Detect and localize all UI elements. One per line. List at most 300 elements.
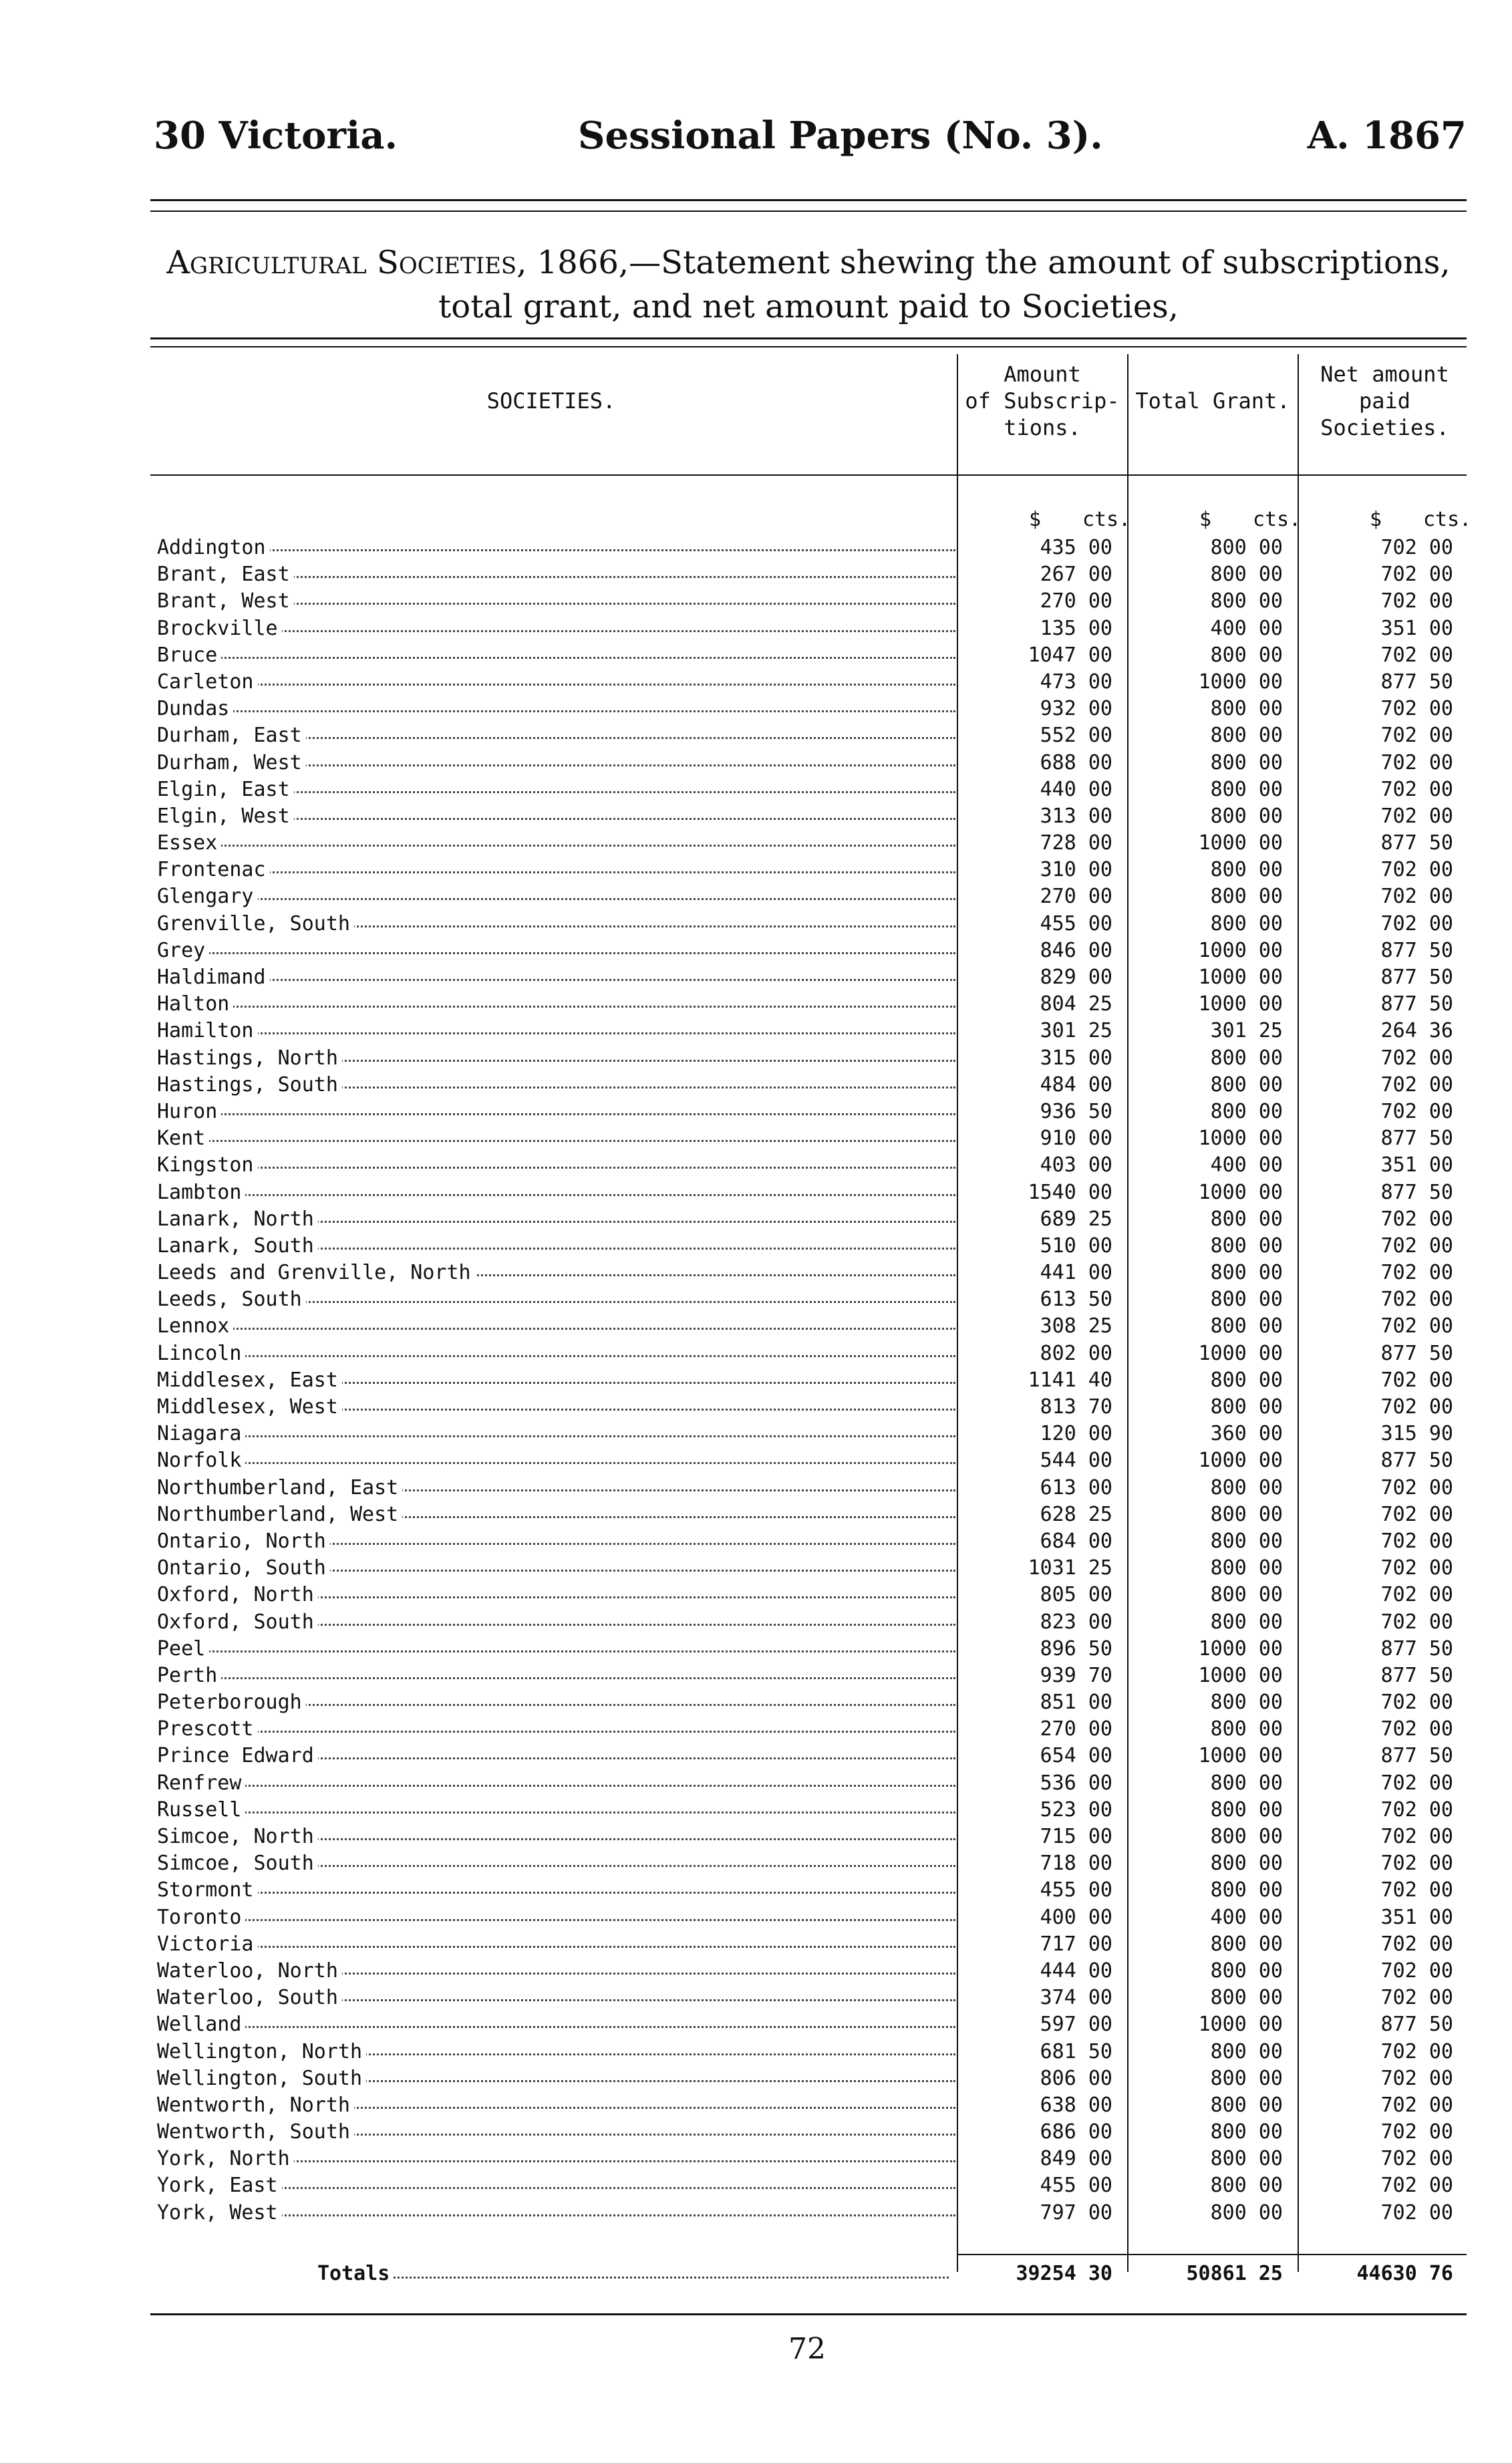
leader-dots [157, 1140, 955, 1142]
society-cell [157, 830, 955, 857]
table-row [150, 1501, 1467, 1528]
column-headers [150, 347, 1467, 476]
table-row [150, 1555, 1467, 1582]
totals-total: 50861 25 [1186, 2262, 1283, 2285]
society-name: Elgin, East [157, 778, 294, 801]
table-row [150, 1367, 1467, 1394]
leader-dots [157, 1677, 955, 1679]
total-grant: 800 00 [1210, 1314, 1283, 1338]
society-name: Wellington, North [157, 2040, 366, 2063]
page-number: 72 [788, 2332, 826, 2366]
leader-dots [157, 1328, 955, 1330]
society-cell [157, 1877, 955, 1904]
society-cell [157, 1447, 955, 1474]
net-amount: 351 00 [1380, 616, 1453, 640]
society-name: Peterborough [157, 1691, 306, 1714]
total-grant: 800 00 [1210, 1610, 1283, 1634]
society-name: Northumberland, East [157, 1476, 402, 1499]
net-amount: 877 50 [1380, 1449, 1453, 1473]
subscription-amount: 806 00 [1040, 2066, 1112, 2090]
society-name: Lincoln [157, 1342, 245, 1365]
table-row [150, 1152, 1467, 1179]
society-name: Stormont [157, 1878, 258, 1902]
col-amount-line1: Amount [1004, 361, 1081, 387]
subscription-amount: 813 70 [1040, 1395, 1112, 1419]
unit-cts: cts. [1423, 508, 1472, 531]
subscription-amount: 846 00 [1040, 938, 1112, 962]
table-row [150, 1528, 1467, 1555]
leader-dots [157, 1462, 955, 1464]
society-name: Middlesex, West [157, 1395, 342, 1419]
net-amount: 702 00 [1380, 1072, 1453, 1097]
subscription-amount: 654 00 [1040, 1744, 1112, 1768]
table-row [150, 1072, 1467, 1099]
table-row [150, 1636, 1467, 1662]
unit-cts: cts. [1082, 508, 1131, 531]
total-grant: 800 00 [1210, 885, 1283, 909]
society-name: York, East [157, 2174, 282, 2197]
total-grant: 800 00 [1210, 1046, 1283, 1070]
total-grant: 800 00 [1210, 1502, 1283, 1526]
subscription-amount: 523 00 [1040, 1797, 1112, 1822]
total-grant: 800 00 [1210, 1288, 1283, 1312]
society-cell [157, 1313, 955, 1340]
table-row [150, 1286, 1467, 1313]
total-grant: 800 00 [1210, 804, 1283, 828]
subscription-amount: 684 00 [1040, 1529, 1112, 1553]
total-grant: 800 00 [1210, 1207, 1283, 1231]
table-row [150, 937, 1467, 964]
subscription-amount: 910 00 [1040, 1127, 1112, 1151]
subscription-amount: 1031 25 [1028, 1556, 1112, 1580]
net-amount: 702 00 [1380, 1878, 1453, 1902]
total-grant: 800 00 [1210, 697, 1283, 721]
society-cell [157, 615, 955, 642]
net-amount: 264 36 [1380, 1019, 1453, 1043]
table-row [150, 830, 1467, 857]
leader-dots [157, 1892, 955, 1894]
subscription-amount: 686 00 [1040, 2120, 1112, 2144]
total-grant: 301 25 [1210, 1019, 1283, 1043]
leader-dots [157, 845, 955, 847]
net-amount: 702 00 [1380, 804, 1453, 828]
table-row [150, 964, 1467, 991]
subscription-amount: 896 50 [1040, 1636, 1112, 1660]
society-name: York, West [157, 2201, 282, 2224]
net-amount: 702 00 [1380, 536, 1453, 559]
subscription-amount: 270 00 [1040, 885, 1112, 909]
society-cell [157, 1958, 955, 1985]
col-total: Total Grant. [1135, 388, 1290, 414]
society-cell [157, 561, 955, 588]
society-cell [157, 1662, 955, 1689]
table-row [150, 1421, 1467, 1447]
net-amount: 702 00 [1380, 1368, 1453, 1392]
table-row [150, 750, 1467, 776]
table-row [150, 1877, 1467, 1904]
society-cell [157, 1904, 955, 1931]
table-row [150, 1018, 1467, 1044]
society-name: Lanark, North [157, 1207, 318, 1231]
society-name: Brant, East [157, 563, 294, 586]
total-grant: 400 00 [1210, 1153, 1283, 1177]
header-right: A. 1867 [1307, 114, 1467, 158]
table-row [150, 883, 1467, 910]
subscription-amount: 455 00 [1040, 1878, 1112, 1902]
leader-dots [317, 2277, 949, 2279]
totals-amount: 39254 30 [1016, 2262, 1112, 2285]
subscription-amount: 715 00 [1040, 1825, 1112, 1848]
total-grant: 1000 00 [1198, 992, 1283, 1016]
net-amount: 702 00 [1380, 1046, 1453, 1070]
subscription-amount: 444 00 [1040, 1959, 1112, 1983]
total-grant: 360 00 [1210, 1422, 1283, 1446]
totals-net: 44630 76 [1356, 2262, 1453, 2285]
table-row [150, 911, 1467, 937]
table-row [150, 1260, 1467, 1286]
society-name: York, North [157, 2147, 294, 2170]
society-name: Niagara [157, 1422, 245, 1445]
net-amount: 702 00 [1380, 1797, 1453, 1822]
subscription-amount: 728 00 [1040, 831, 1112, 855]
table-row [150, 1394, 1467, 1421]
leader-dots [157, 1167, 955, 1169]
leader-dots [157, 684, 955, 686]
total-grant: 800 00 [1210, 1099, 1283, 1123]
table-row [150, 1931, 1467, 1958]
total-grant: 800 00 [1210, 563, 1283, 587]
society-cell [157, 1501, 955, 1528]
total-grant: 800 00 [1210, 1072, 1283, 1097]
net-amount: 702 00 [1380, 1771, 1453, 1795]
table-row [150, 1985, 1467, 2011]
leader-dots [157, 952, 955, 954]
net-amount: 702 00 [1380, 1234, 1453, 1258]
net-amount: 702 00 [1380, 2120, 1453, 2144]
leader-dots [157, 1919, 955, 1921]
subscription-amount: 688 00 [1040, 750, 1112, 774]
society-cell [157, 1931, 955, 1958]
society-cell [157, 2146, 955, 2172]
society-name: Durham, East [157, 724, 306, 747]
net-amount: 702 00 [1380, 1583, 1453, 1607]
society-cell [157, 991, 955, 1018]
society-name: Oxford, North [157, 1583, 318, 1606]
society-cell [157, 535, 955, 561]
society-cell [157, 1179, 955, 1206]
total-grant: 800 00 [1210, 1797, 1283, 1822]
net-amount: 702 00 [1380, 563, 1453, 587]
society-cell [157, 2011, 955, 2038]
leader-dots [157, 1650, 955, 1652]
society-cell [157, 937, 955, 964]
total-grant: 800 00 [1210, 724, 1283, 748]
society-name: Kingston [157, 1153, 258, 1177]
title-line2: total grant, and net amount paid to Societies, [438, 288, 1179, 325]
society-cell [157, 1045, 955, 1072]
leader-dots [157, 898, 955, 900]
total-grant: 800 00 [1210, 1717, 1283, 1741]
net-amount: 702 00 [1380, 1717, 1453, 1741]
page-header [150, 114, 1467, 174]
society-cell [157, 776, 955, 803]
total-grant: 800 00 [1210, 2039, 1283, 2063]
society-name: Addington [157, 536, 270, 559]
table-row [150, 803, 1467, 830]
total-grant: 1000 00 [1198, 831, 1283, 855]
title-part2: , 1866,—Statement shewing the amount of subscriptions, [516, 244, 1451, 281]
subscription-amount: 849 00 [1040, 2147, 1112, 2171]
net-amount: 702 00 [1380, 2147, 1453, 2171]
subscription-amount: 315 00 [1040, 1046, 1112, 1070]
society-name: Dundas [157, 697, 233, 720]
net-amount: 702 00 [1380, 1288, 1453, 1312]
net-amount: 702 00 [1380, 1502, 1453, 1526]
society-name: Wentworth, South [157, 2120, 354, 2144]
total-grant: 800 00 [1210, 1852, 1283, 1876]
subscription-amount: 310 00 [1040, 858, 1112, 882]
col-net-line3: Societies. [1320, 415, 1449, 440]
society-name: Middlesex, East [157, 1368, 342, 1392]
table-row [150, 2011, 1467, 2038]
subscription-amount: 823 00 [1040, 1610, 1112, 1634]
subscription-amount: 829 00 [1040, 966, 1112, 989]
subscription-amount: 1141 40 [1028, 1368, 1112, 1392]
total-grant: 800 00 [1210, 1261, 1283, 1285]
subscription-amount: 932 00 [1040, 697, 1112, 721]
total-grant: 800 00 [1210, 2066, 1283, 2090]
society-cell [157, 1072, 955, 1099]
subscription-amount: 484 00 [1040, 1072, 1112, 1097]
net-amount: 877 50 [1380, 831, 1453, 855]
total-grant: 1000 00 [1198, 1663, 1283, 1687]
society-cell [157, 911, 955, 937]
table-row [150, 615, 1467, 642]
leader-dots [157, 979, 955, 981]
society-name: Prescott [157, 1717, 258, 1741]
total-grant: 800 00 [1210, 1234, 1283, 1258]
net-amount: 702 00 [1380, 1099, 1453, 1123]
society-name: Russell [157, 1798, 245, 1822]
society-cell [157, 2092, 955, 2119]
net-amount: 702 00 [1380, 1986, 1453, 2010]
subscription-amount: 455 00 [1040, 911, 1112, 935]
society-name: Wellington, South [157, 2067, 366, 2090]
subscription-amount: 628 25 [1040, 1502, 1112, 1526]
society-name: Leeds and Grenville, North [157, 1261, 475, 1284]
table-row [150, 1125, 1467, 1152]
table-row [150, 561, 1467, 588]
leader-dots [157, 1435, 955, 1437]
society-name: Lennox [157, 1314, 233, 1338]
society-cell [157, 2065, 955, 2092]
leader-dots [157, 1113, 955, 1115]
society-name: Simcoe, North [157, 1825, 318, 1848]
society-name: Welland [157, 2013, 245, 2036]
society-cell [157, 1125, 955, 1152]
society-cell [157, 1770, 955, 1797]
society-name: Prince Edward [157, 1744, 318, 1767]
society-name: Lambton [157, 1181, 245, 1204]
table-row [150, 1340, 1467, 1367]
total-grant: 800 00 [1210, 1878, 1283, 1902]
net-amount: 877 50 [1380, 1127, 1453, 1151]
total-grant: 800 00 [1210, 1529, 1283, 1553]
subscription-amount: 851 00 [1040, 1691, 1112, 1715]
table-row [150, 2200, 1467, 2226]
net-amount: 702 00 [1380, 1475, 1453, 1499]
society-cell [157, 1743, 955, 1769]
subscription-amount: 1540 00 [1028, 1180, 1112, 1204]
col-net-line2: paid [1358, 388, 1411, 414]
table-row [150, 776, 1467, 803]
table-row [150, 1797, 1467, 1824]
table-row [150, 1958, 1467, 1985]
subscription-amount: 638 00 [1040, 2093, 1112, 2117]
society-name: Victoria [157, 1932, 258, 1956]
net-amount: 877 50 [1380, 1663, 1453, 1687]
net-amount: 877 50 [1380, 992, 1453, 1016]
society-cell [157, 1340, 955, 1367]
net-amount: 702 00 [1380, 1691, 1453, 1715]
subscription-amount: 374 00 [1040, 1986, 1112, 2010]
net-amount: 877 50 [1380, 1341, 1453, 1365]
table-row [150, 1206, 1467, 1233]
society-cell [157, 669, 955, 696]
society-cell [157, 750, 955, 776]
table-body [150, 535, 1467, 2226]
net-amount: 877 50 [1380, 1180, 1453, 1204]
society-cell [157, 1689, 955, 1716]
table-row [150, 1045, 1467, 1072]
society-cell [157, 857, 955, 883]
leader-dots [157, 1812, 955, 1814]
society-name: Northumberland, West [157, 1503, 402, 1526]
total-grant: 800 00 [1210, 2093, 1283, 2117]
society-name: Frontenac [157, 858, 270, 881]
society-cell [157, 1367, 955, 1394]
net-amount: 702 00 [1380, 2174, 1453, 2198]
society-name: Durham, West [157, 751, 306, 774]
society-cell [157, 1797, 955, 1824]
subscription-amount: 435 00 [1040, 536, 1112, 559]
society-cell [157, 1475, 955, 1501]
table-row [150, 1313, 1467, 1340]
society-cell [157, 803, 955, 830]
society-cell [157, 1528, 955, 1555]
totals-rule [957, 2254, 1467, 2255]
table-row [150, 669, 1467, 696]
society-name: Carleton [157, 670, 258, 694]
net-amount: 702 00 [1380, 777, 1453, 801]
society-name: Glengary [157, 885, 258, 908]
society-cell [157, 1609, 955, 1636]
table-row [150, 2039, 1467, 2065]
table-row [150, 1689, 1467, 1716]
society-name: Huron [157, 1100, 221, 1123]
unit-dollar: $ [1199, 508, 1212, 531]
title-smallcaps: Agricultural Societies [166, 244, 517, 281]
subscription-amount: 613 00 [1040, 1475, 1112, 1499]
society-cell [157, 1206, 955, 1233]
subscription-amount: 689 25 [1040, 1207, 1112, 1231]
net-amount: 702 00 [1380, 858, 1453, 882]
society-name: Brockville [157, 617, 282, 640]
society-cell [157, 1716, 955, 1743]
total-grant: 1000 00 [1198, 1449, 1283, 1473]
society-cell [157, 1018, 955, 1044]
table-row [150, 1770, 1467, 1797]
table-row [150, 642, 1467, 669]
subscription-amount: 473 00 [1040, 670, 1112, 694]
table-row [150, 2065, 1467, 2092]
table-row [150, 991, 1467, 1018]
society-name: Grenville, South [157, 912, 354, 935]
leader-dots [157, 657, 955, 659]
society-cell [157, 1985, 955, 2011]
col-societies: SOCIETIES. [486, 388, 616, 414]
col-net-line1: Net amount [1320, 361, 1449, 387]
header-center: Sessional Papers (No. 3). [578, 114, 1103, 158]
society-name: Hastings, North [157, 1046, 342, 1070]
society-name: Waterloo, South [157, 1986, 342, 2009]
bottom-rule [150, 2313, 1467, 2315]
unit-cts: cts. [1253, 508, 1302, 531]
subscription-amount: 308 25 [1040, 1314, 1112, 1338]
net-amount: 877 50 [1380, 1636, 1453, 1660]
subscription-amount: 403 00 [1040, 1153, 1112, 1177]
table-row [150, 857, 1467, 883]
total-grant: 1000 00 [1198, 938, 1283, 962]
subscription-amount: 440 00 [1040, 777, 1112, 801]
net-amount: 702 00 [1380, 1207, 1453, 1231]
units-row [150, 508, 1472, 535]
total-grant: 800 00 [1210, 1771, 1283, 1795]
table-row [150, 2172, 1467, 2199]
net-amount: 702 00 [1380, 750, 1453, 774]
net-amount: 702 00 [1380, 1529, 1453, 1553]
total-grant: 800 00 [1210, 1583, 1283, 1607]
subscription-amount: 1047 00 [1028, 643, 1112, 667]
subscription-amount: 270 00 [1040, 589, 1112, 613]
subscription-amount: 613 50 [1040, 1288, 1112, 1312]
net-amount: 702 00 [1380, 885, 1453, 909]
subscription-amount: 301 25 [1040, 1019, 1112, 1043]
net-amount: 702 00 [1380, 1261, 1453, 1285]
total-grant: 1000 00 [1198, 1180, 1283, 1204]
subscription-amount: 552 00 [1040, 724, 1112, 748]
society-name: Grey [157, 939, 209, 962]
society-name: Halton [157, 992, 233, 1016]
society-name: Essex [157, 831, 221, 855]
table-row [150, 588, 1467, 615]
total-grant: 400 00 [1210, 616, 1283, 640]
subscription-amount: 536 00 [1040, 1771, 1112, 1795]
header-rule [150, 199, 1467, 212]
leader-dots [157, 1731, 955, 1733]
net-amount: 877 50 [1380, 938, 1453, 962]
table-row [150, 535, 1467, 561]
table-row [150, 1743, 1467, 1769]
leader-dots [157, 1355, 955, 1357]
society-cell [157, 2039, 955, 2065]
unit-dollar: $ [1029, 508, 1042, 531]
net-amount: 702 00 [1380, 2039, 1453, 2063]
table-row [150, 2146, 1467, 2172]
net-amount: 702 00 [1380, 2093, 1453, 2117]
society-cell [157, 2200, 955, 2226]
society-cell [157, 1824, 955, 1850]
